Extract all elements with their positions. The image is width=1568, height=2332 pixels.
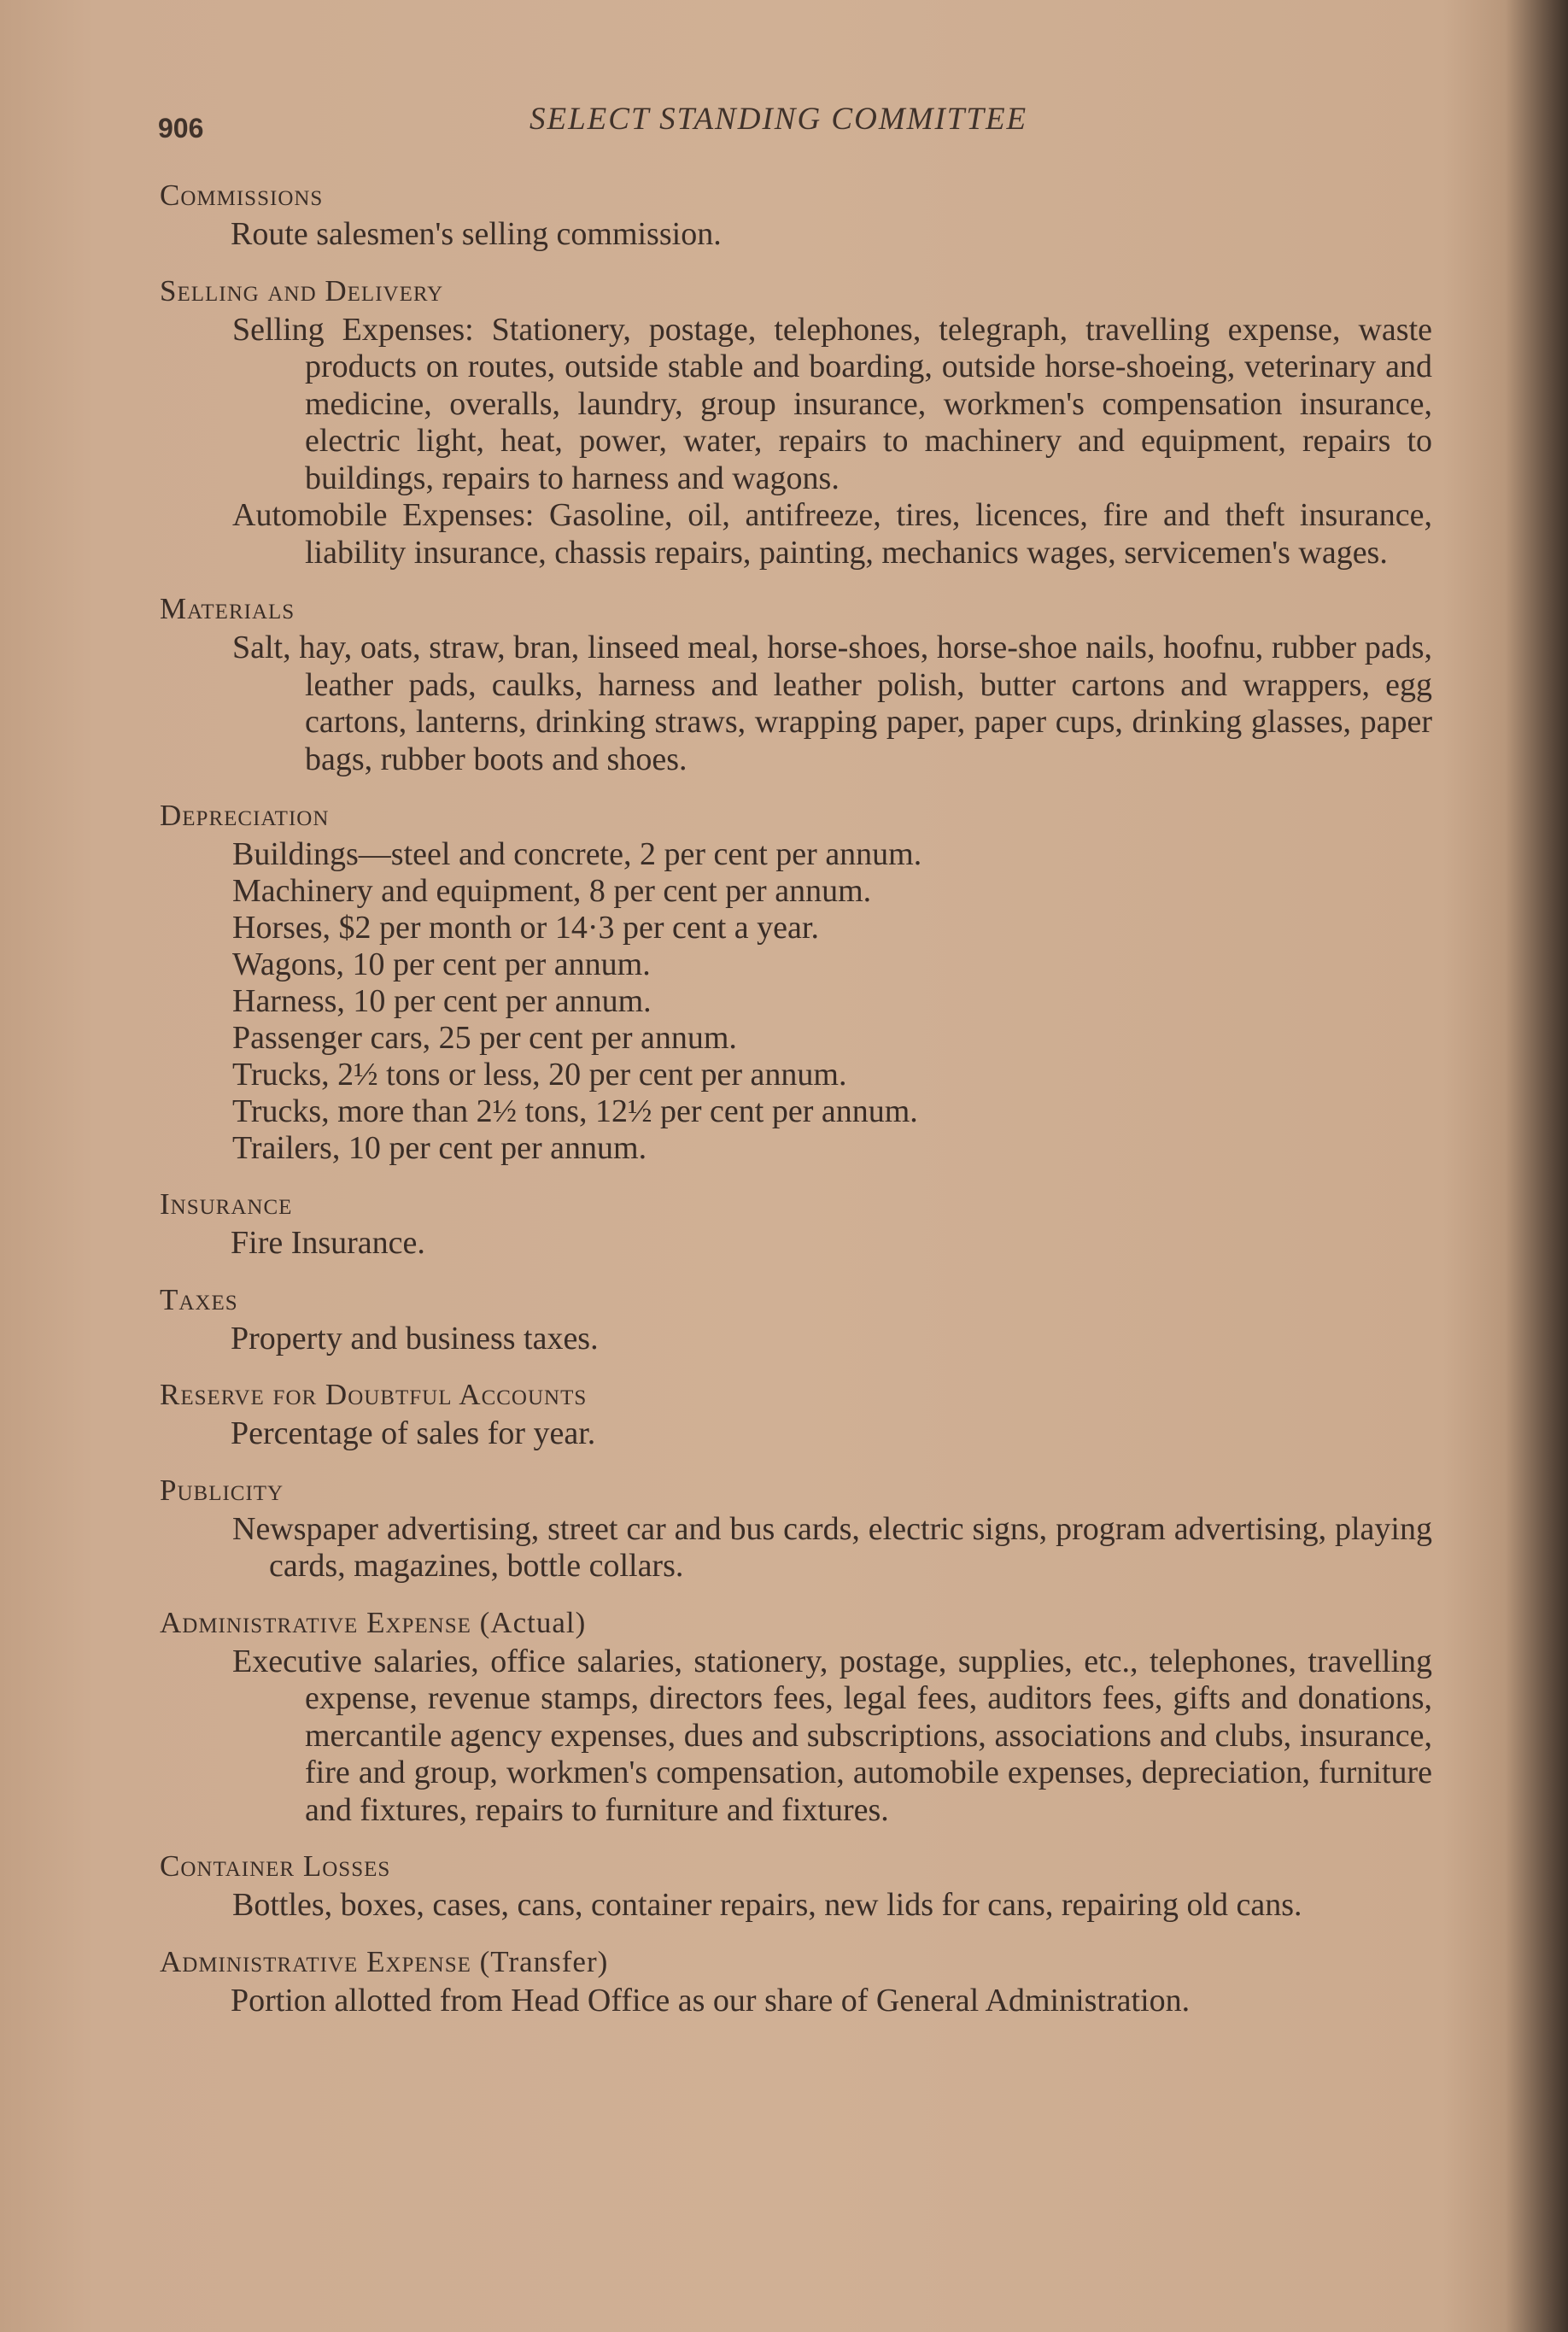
section-insurance: [160, 1184, 1432, 1263]
section-publicity: [160, 1470, 1432, 1585]
section-materials: [160, 589, 1432, 778]
depreciation-line: Buildings—steel and concrete, 2 per cent per annum.: [232, 836, 922, 872]
section-heading: Commissions: [160, 179, 324, 212]
section-entry: Fire Insurance.: [231, 1225, 425, 1261]
section-taxes: [160, 1280, 1432, 1358]
section-heading: Insurance: [160, 1187, 293, 1221]
page-number: 906: [158, 113, 204, 144]
section-heading-suffix: (Actual): [479, 1605, 587, 1639]
depreciation-line: Wagons, 10 per cent per annum.: [232, 946, 651, 982]
running-head: SELECT STANDING COMMITTEE: [529, 102, 1028, 137]
section-entry: Automobile Expenses: Gasoline, oil, antifreeze, tires, licences, fire and theft insurance, liability insurance, chassis repairs, painting, mechanics wages, servicemen's wages.: [232, 497, 1432, 571]
section-heading: Taxes: [160, 1282, 238, 1316]
section-entry: Percentage of sales for year.: [231, 1415, 596, 1451]
section-administrative-expense-actual: [160, 1603, 1432, 1830]
depreciation-line: Trucks, more than 2½ tons, 12½ per cent per annum.: [232, 1093, 918, 1129]
section-depreciation: [160, 795, 1432, 1167]
section-entry: Bottles, boxes, cases, cans, container repairs, new lids for cans, repairing old cans.: [232, 1887, 1302, 1923]
page-body: [160, 175, 1432, 2036]
section-administrative-expense-transfer: [160, 1942, 1432, 2020]
section-commissions: [160, 175, 1432, 254]
section-entry: Executive salaries, office salaries, stationery, postage, supplies, etc., telephones, travelling expense, revenue stamps, directors fees, legal fees, auditors fees, gifts and donations, mercantile agency expenses, dues and subscriptions, associations and clubs, insurance, fire and group, workmen's compensation, automobile expenses, depreciation, furniture and fixtures, repairs to furniture and fixtures.: [232, 1643, 1432, 1828]
section-heading-suffix: (Transfer): [479, 1944, 609, 1978]
section-heading: Depreciation: [160, 799, 330, 832]
section-entry: Property and business taxes.: [231, 1320, 599, 1356]
depreciation-line: Trailers, 10 per cent per annum.: [232, 1130, 647, 1166]
depreciation-line: Passenger cars, 25 per cent per annum.: [232, 1020, 737, 1056]
section-entry: Salt, hay, oats, straw, bran, linseed meal, horse-shoes, horse-shoe nails, hoofnu, rubber pads, leather pads, caulks, harness and leather polish, butter cartons and wrappers, egg cartons, lanterns, drinking straws, wrapping paper, paper cups, drinking glasses, paper bags, rubber boots and shoes.: [232, 630, 1432, 777]
section-entry: Selling Expenses: Stationery, postage, telephones, telegraph, travelling expense, waste products on routes, outside stable and boarding, outside horse-shoeing, veterinary and medicine, overalls, laundry, group insurance, workmen's compensation insurance, electric light, heat, power, water, repairs to machinery and equipment, repairs to buildings, repairs to harness and wagons.: [232, 311, 1432, 496]
section-container-losses: [160, 1846, 1432, 1925]
depreciation-line: Harness, 10 per cent per annum.: [232, 983, 652, 1019]
section-entry: Route salesmen's selling commission.: [231, 216, 722, 252]
section-heading: Selling and Delivery: [160, 273, 444, 308]
section-heading: Reserve for Doubtful Accounts: [160, 1378, 588, 1411]
section-reserve-for-doubtful-accounts: [160, 1374, 1432, 1453]
section-entry: Portion allotted from Head Office as our share of General Administration.: [231, 1982, 1191, 2019]
depreciation-line: Horses, $2 per month or 14·3 per cent a year.: [232, 910, 819, 946]
section-entry: Newspaper advertising, street car and bus cards, electric signs, program advertising, playing cards, magazines, bottle collars.: [232, 1510, 1432, 1584]
section-heading-text: Administrative Expense: [160, 1944, 471, 1978]
section-selling-and-delivery: [160, 271, 1432, 572]
depreciation-line: Trucks, 2½ tons or less, 20 per cent per annum.: [232, 1057, 847, 1093]
section-heading: Materials: [160, 592, 295, 625]
section-heading: Container Losses: [160, 1849, 391, 1883]
depreciation-line: Machinery and equipment, 8 per cent per annum.: [232, 873, 872, 909]
page-header: [158, 101, 1439, 152]
section-heading: [160, 1942, 1432, 1983]
section-heading-text: Administrative Expense: [160, 1605, 471, 1639]
section-heading: [160, 1603, 1432, 1644]
section-heading: Publicity: [160, 1473, 284, 1507]
